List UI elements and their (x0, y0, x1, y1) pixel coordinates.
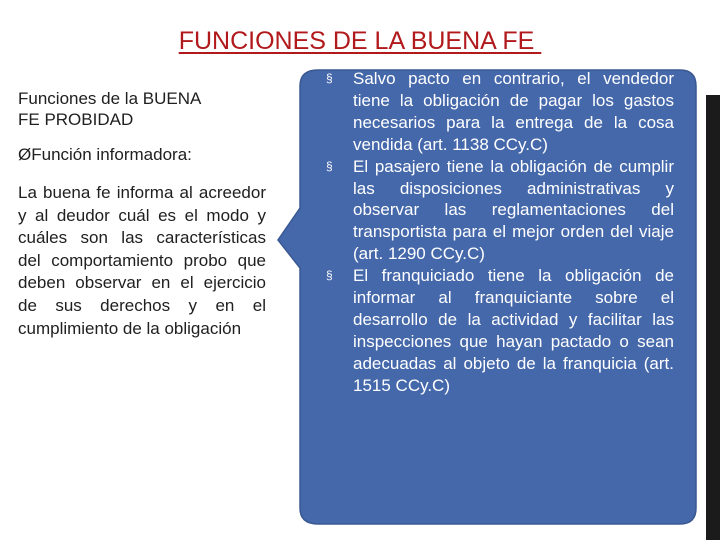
square-bullet-icon: § (326, 71, 333, 85)
slide-title: FUNCIONES DE LA BUENA FE (178, 27, 542, 55)
body-paragraph: La buena fe informa al acreedor y al deudor cuál es el modo y cuáles son las características del comportamiento probo que deben observar en el ejercicio de sus derechos y en el cumplimiento de la obligación (18, 183, 266, 338)
arrow-bullet-icon: Ø (18, 145, 32, 164)
callout-item (326, 68, 674, 156)
callout-content (326, 68, 674, 397)
subtitle-line-1: Funciones de la BUENA (18, 89, 202, 108)
callout-item (326, 265, 674, 396)
callout-item-text: Salvo pacto en contrario, el vendedor tiene la obligación de pagar los gastos necesarios para la entrega de la cosa vendida (art. 1138 CCy.C) (353, 69, 674, 154)
square-bullet-icon: § (326, 158, 333, 173)
bullet-heading-label: Función informadora: (31, 145, 192, 164)
square-bullet-icon: § (326, 268, 333, 283)
callout-bullet-list (326, 68, 674, 397)
callout-item-text: El pasajero tiene la obligación de cumplir las disposiciones administrativas y observar las reglamentaciones del transportista para el mejor orden del viaje (art. 1290 CCy.C) (353, 156, 674, 264)
callout-item (326, 156, 674, 266)
subtitle-line-2: FE PROBIDAD (18, 110, 134, 129)
callout-item-text: El franquiciado tiene la obligación de informar al franquiciante sobre el desarrollo de la actividad y facilitar las inspecciones que hayan pactado o sean adecuadas al objeto de la franquicia (art. 1515 CCy.C) (353, 266, 674, 395)
